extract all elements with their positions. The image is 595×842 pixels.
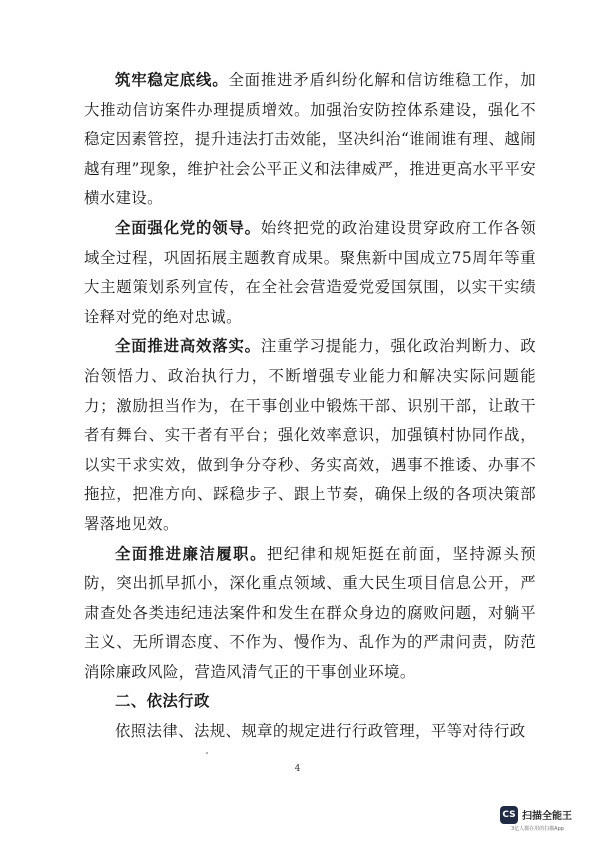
paragraph-integrity [84,540,536,688]
watermark-title: 扫描全能王 [522,811,572,822]
paragraph-closing: 依照法律、法规、规章的规定进行行政管理，平等对待行政 [115,722,526,741]
document-body [84,66,536,747]
paragraph-text: 始终把党的政治建设贯穿政府工作各领域全过程，巩固拓展主题教育成果。聚焦新中国成立75周年等重大主题策划系列宣传，在全社会营造爱党爱国氛围，以实干实绩诠释对党的绝对忠诚。 [84,218,536,326]
paragraph-lead: 全面推进高效落实。 [115,337,261,356]
watermark-subtitle: 3亿人都在用的扫描App [511,826,564,832]
camscanner-logo-icon: CS [500,806,518,824]
paragraph-text: 把纪律和规矩挺在前面，坚持源头预防，突出抓早抓小，深化重点领域、重大民生项目信息公开，严肃查处各类违纪违法案件和发生在群众身边的腐败问题，对躺平主义、无所谓态度、不作为、慢作为、乱作为的严肃问责，防范消除廉政风险，营造风清气正的干事创业环境。 [84,544,536,681]
section-heading: 二、依法行政 [115,692,210,711]
paragraph-lead: 筑牢稳定底线。 [115,71,229,89]
page-number: 4 [294,764,301,774]
paragraph-lead: 全面强化党的领导。 [115,218,261,237]
scan-speck [206,752,208,754]
paragraph-lead: 全面推进廉洁履职。 [115,544,267,563]
paragraph-stability [84,66,536,214]
paragraph-text: 全面推进矛盾纠纷化解和信访维稳工作，加大推动信访案件办理提质增效。加强治安防控体系建设，强化不稳定因素管控，提升违法打击效能，坚决纠治“谁闹谁有理、越闹越有理”现象，维护社会公平正义和法律威严，推进更高水平平安横水建设。 [84,71,536,208]
paragraph-text: 注重学习提能力，强化政治判断力、政治领悟力、政治执行力，不断增强专业能力和解决实际问题能力；激励担当作为，在干事创业中锻炼干部、识别干部，让敢干者有舞台、实干者有平台；强化效率意识，加强镇村协同作战，以实干求实效，做到争分夺秒、务实高效，遇事不推诿、办事不拖拉，把准方向、踩稳步子、跟上节奏，确保上级的各项决策部署落地见效。 [84,337,536,533]
paragraph-party-leadership [84,214,536,332]
paragraph-efficient-implementation [84,332,536,539]
scanner-watermark [500,803,590,835]
